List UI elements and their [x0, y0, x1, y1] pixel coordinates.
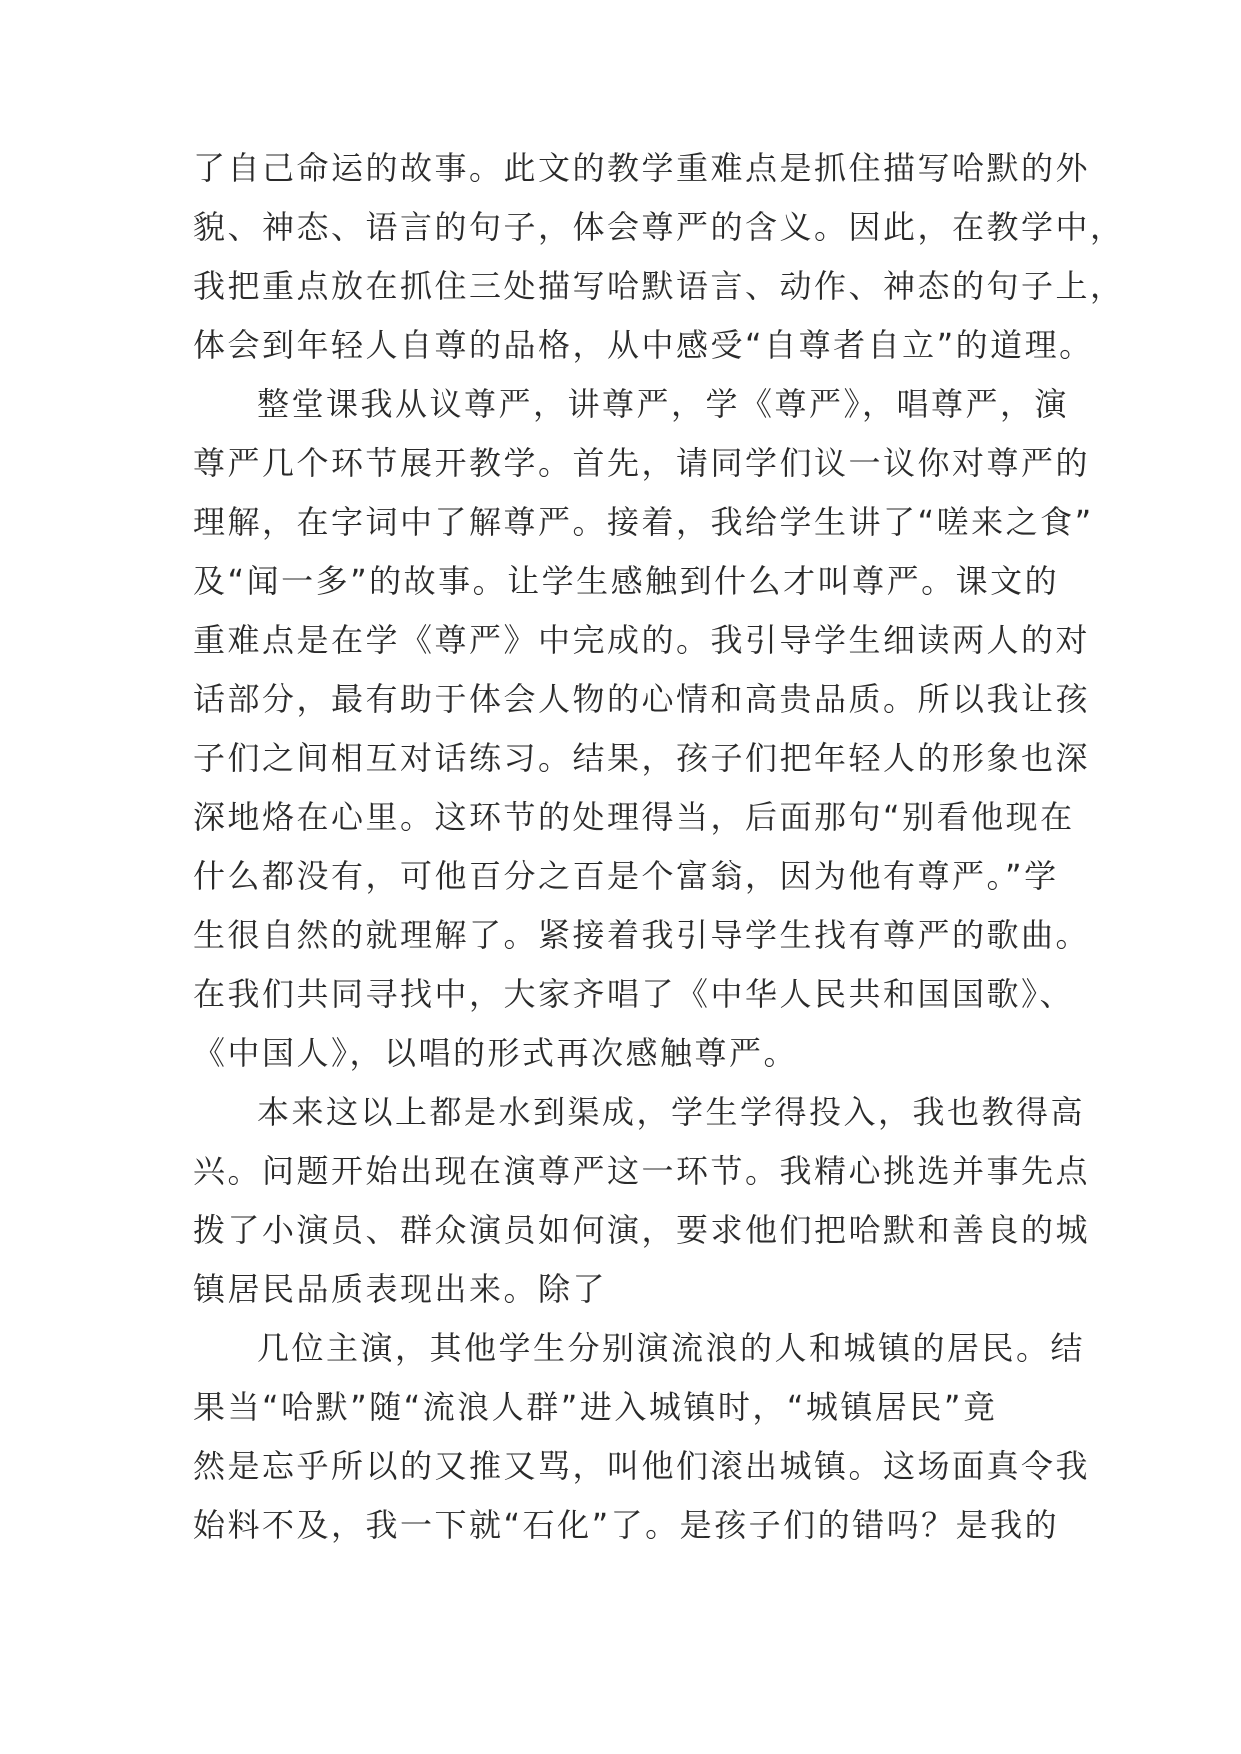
- paragraph-first-line: 本来这以上都是水到渠成，学生学得投入，我也教得高: [257, 1093, 1086, 1131]
- text-line: 镇居民品质表现出来。除了: [193, 1270, 608, 1308]
- text-line: 然是忘乎所以的又推又骂，叫他们滚出城镇。这场面真令我: [193, 1447, 1091, 1485]
- text-line: 理解，在字词中了解尊严。接着，我给学生讲了“嗟来之食”: [193, 503, 1094, 541]
- text-line: 果当“哈默”随“流浪人群”进入城镇时，“城镇居民”竟: [193, 1388, 998, 1426]
- text-line: 话部分，最有助于体会人物的心情和高贵品质。所以我让孩: [193, 680, 1091, 718]
- text-line: 及“闻一多”的故事。让学生感触到什么才叫尊严。课文的: [193, 562, 1060, 600]
- text-line: 重难点是在学《尊严》中完成的。我引导学生细读两人的对: [193, 621, 1091, 659]
- text-line: 深地烙在心里。这环节的处理得当，后面那句“别看他现在: [193, 798, 1075, 836]
- text-line: 什么都没有，可他百分之百是个富翁，因为他有尊严。”学: [193, 857, 1059, 895]
- text-line: 貌、神态、语言的句子，体会尊严的含义。因此，在教学中，: [193, 208, 1125, 246]
- text-line: 在我们共同寻找中，大家齐唱了《中华人民共和国国歌》、: [193, 975, 1075, 1013]
- text-line: 子们之间相互对话练习。结果，孩子们把年轻人的形象也深: [193, 739, 1091, 777]
- text-line: 兴。问题开始出现在演尊严这一环节。我精心挑选并事先点: [193, 1152, 1091, 1190]
- paragraph-first-line: 几位主演，其他学生分别演流浪的人和城镇的居民。结: [257, 1329, 1086, 1367]
- text-line: 生很自然的就理解了。紧接着我引导学生找有尊严的歌曲。: [193, 916, 1091, 954]
- text-line: 《中国人》，以唱的形式再次感触尊严。: [193, 1034, 799, 1072]
- text-line: 了自己命运的故事。此文的教学重难点是抓住描写哈默的外: [193, 149, 1091, 187]
- text-line: 始料不及，我一下就“石化”了。是孩子们的错吗？是我的: [193, 1506, 1060, 1544]
- text-line: 尊严几个环节展开教学。首先，请同学们议一议你对尊严的: [193, 444, 1091, 482]
- text-line: 我把重点放在抓住三处描写哈默语言、动作、神态的句子上，: [193, 267, 1125, 305]
- text-line: 体会到年轻人自尊的品格，从中感受“自尊者自立”的道理。: [193, 326, 1094, 364]
- paragraph-first-line: 整堂课我从议尊严，讲尊严，学《尊严》，唱尊严，演: [257, 385, 1070, 423]
- text-line: 拨了小演员、群众演员如何演，要求他们把哈默和善良的城: [193, 1211, 1091, 1249]
